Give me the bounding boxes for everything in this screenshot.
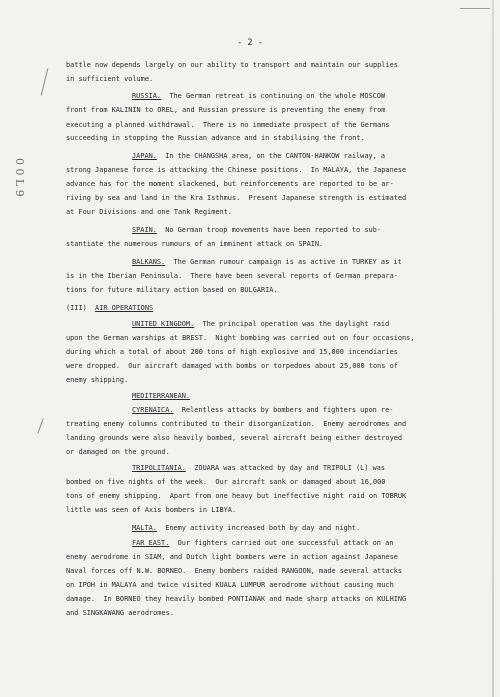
section-heading: UNITED KINGDOM. [132, 320, 195, 328]
text-run: at Four Divisions and one Tank Regiment. [66, 208, 232, 216]
text-run: Enemy activity increased both by day and night. [156, 524, 361, 532]
text-line [66, 567, 436, 576]
section-heading: RUSSIA. [132, 92, 162, 100]
text-line [66, 362, 436, 371]
section-heading: SPAIN. [132, 226, 157, 234]
text-run: enemy shipping. [66, 376, 129, 384]
section-heading: MALTA. [132, 524, 157, 532]
text-run: little was seen of Axis bombers in LIBYA. [66, 506, 237, 514]
text-run: is in the Iberian Peninsula. There have been several reports of German prepara- [66, 272, 398, 280]
text-run: front from KALININ to OREL, and Russian pressure is preventing the enemy from [66, 106, 386, 114]
text-run: The German retreat is continuing on the whole MOSCOW [161, 92, 386, 100]
text-run: No German troop movements have been reported to sub- [156, 226, 381, 234]
text-line [132, 258, 436, 267]
text-line [66, 334, 436, 343]
text-run: on IPOH in MALAYA and twice visited KUALA LUMPUR aerodrome without causing much [66, 581, 394, 589]
text-run: bombed on five nights of the week. Our aircraft sank or damaged about 16,000 [66, 478, 386, 486]
text-line [66, 420, 436, 429]
section-heading: AIR OPERATIONS [95, 304, 154, 312]
text-run: treating enemy columns contributed to their disorganization. Enemy aerodromes and [66, 420, 407, 428]
text-line [66, 240, 436, 249]
text-line [66, 506, 436, 515]
text-run: in sufficient volume. [66, 75, 154, 83]
text-line [66, 581, 436, 590]
text-line [66, 553, 436, 562]
text-run: and SINGKAWANG aerodromes. [66, 609, 174, 617]
text-run: damage. In BORNEO they heavily bombed PONTIANAK and made sharp attacks on KULHING [66, 595, 407, 603]
text-run: enemy aerodrome in SIAM, and Dutch light bombers were in action against Japanese [66, 553, 398, 561]
section-heading: BALKANS. [132, 258, 166, 266]
text-run: strong Japanese force is attacking the Chinese positions. In MALAYA, the Japanese [66, 166, 407, 174]
text-run: The principal operation was the daylight raid [194, 320, 390, 328]
text-run: (III) [66, 304, 96, 312]
text-line [66, 376, 436, 385]
text-line [66, 348, 436, 357]
text-line [66, 208, 436, 217]
text-run: were dropped. Our aircraft damaged with bombs or torpedoes about 25,000 tons of [66, 362, 398, 370]
text-run: Naval forces off N.W. BORNEO. Enemy bombers raided RANGOON, made several attacks [66, 567, 403, 575]
text-run: In the CHANGSHA area, on the CANTON-HANKOW railway, a [156, 152, 386, 160]
text-line [132, 320, 436, 329]
text-line [66, 492, 436, 501]
text-run: Our fighters carried out one successful attack on an [169, 539, 394, 547]
text-run: during which a total of about 200 tons of high explosive and 15,000 incendiaries [66, 348, 398, 356]
text-line [66, 304, 436, 313]
text-run: landing grounds were also heavily bombed, several aircraft being either destroyed [66, 434, 403, 442]
text-run: advance has for the moment slackened, but reinforcements are reported to be ar- [66, 180, 394, 188]
text-line [132, 406, 436, 415]
text-run: stantiate the numerous rumours of an imminent attack on SPAIN. [66, 240, 324, 248]
text-line [132, 539, 436, 548]
text-line [66, 272, 436, 281]
text-run: battle now depends largely on our ability to transport and maintain our supplies [66, 61, 398, 69]
text-line [66, 61, 436, 70]
text-line [66, 478, 436, 487]
text-line [66, 194, 436, 203]
text-line [66, 180, 436, 189]
text-run: riving by sea and land in the Kra Isthmus. Present Japanese strength is estimated [66, 194, 407, 202]
text-run: succeeding in stopping the Russian advance and in stabilising the front. [66, 134, 365, 142]
text-line [132, 524, 436, 533]
edge-mark [460, 8, 490, 9]
text-line [132, 392, 436, 401]
text-run: tons of enemy shipping. Apart from one heavy but ineffective night raid on TOBRUK [66, 492, 407, 500]
text-line [66, 434, 436, 443]
text-run: Relentless attacks by bombers and fighters upon re- [173, 406, 394, 414]
page-number: - 2 - [237, 38, 263, 48]
text-line [66, 106, 436, 115]
text-run: or damaged on the ground. [66, 448, 170, 456]
text-run: ZOUARA was attacked by day and TRIPOLI (L) was [185, 464, 386, 472]
margin-pencil-mark [41, 68, 49, 95]
text-run: tions for future military action based on BULGARIA. [66, 286, 278, 294]
text-line [66, 166, 436, 175]
text-line [66, 595, 436, 604]
text-line [66, 609, 436, 618]
section-heading: FAR EAST. [132, 539, 170, 547]
text-line [132, 92, 436, 101]
section-heading: TRIPOLITANIA. [132, 464, 186, 472]
text-line [66, 121, 436, 130]
text-line [132, 152, 436, 161]
margin-pencil-mark [37, 418, 43, 433]
text-run: upon the German warships at BREST. Night bombing was carried out on four occasions, [66, 334, 415, 342]
section-heading: MEDITERRANEAN. [132, 392, 191, 400]
text-run: The German rumour campaign is as active in TURKEY as it [165, 258, 402, 266]
text-line [66, 75, 436, 84]
text-line [132, 226, 436, 235]
text-run: executing a planned withdrawal. There is no immediate prospect of the Germans [66, 121, 390, 129]
section-heading: CYRENAICA. [132, 406, 174, 414]
text-line [132, 464, 436, 473]
text-line [66, 134, 436, 143]
margin-handwritten-note: 0 0 L 9 [13, 158, 26, 197]
text-line [66, 286, 436, 295]
text-line [66, 448, 436, 457]
page-edge [492, 0, 494, 697]
section-heading: JAPAN. [132, 152, 157, 160]
